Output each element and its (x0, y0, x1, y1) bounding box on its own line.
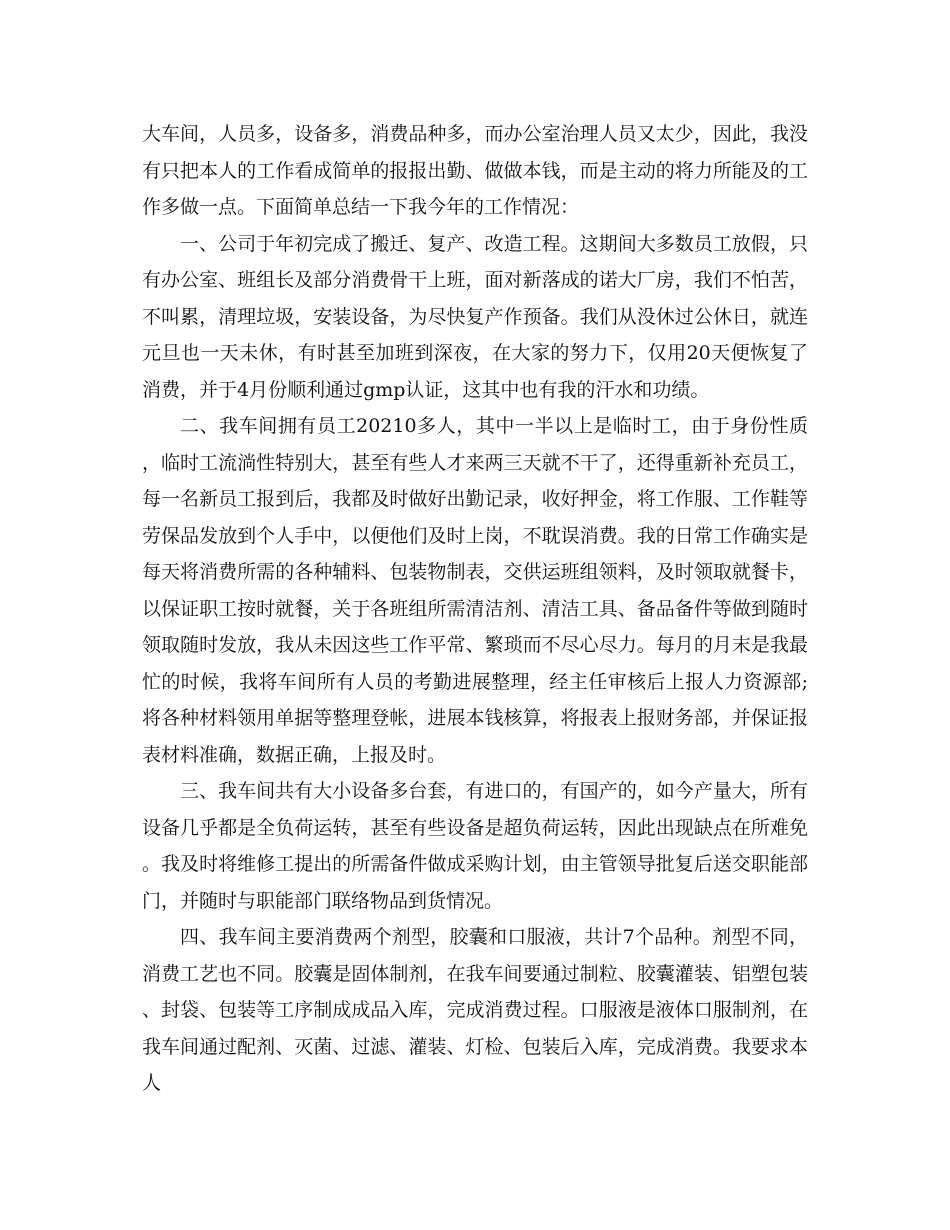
paragraph-item-4: 四、我车间主要消费两个剂型，胶囊和口服液，共计7个品种。剂型不同，消费工艺也不同。胶囊是固体制剂，在我车间要通过制粒、胶囊灌装、铝塑包装、封袋、包装等工序制成成品入库，完成消费过程。口服液是液体口服制剂，在我车间通过配剂、灭菌、过滤、灌装、灯检、包装后入库，完成消费。我要求本人 (142, 926, 808, 1094)
paragraph-item-2: 二、我车间拥有员工20210多人，其中一半以上是临时工，由于身份性质，临时工流淌性特别大，甚至有些人才来两三天就不干了，还得重新补充员工，每一名新员工报到后，我都及时做好出勤记录，收好押金，将工作服、工作鞋等劳保品发放到个人手中，以便他们及时上岗，不耽误消费。我的日常工作确实是每天将消费所需的各种辅料、包装物制表，交供运班组领料，及时领取就餐卡，以保证职工按时就餐，关于各班组所需清洁剂、清洁工具、备品备件等做到随时领取随时发放，我从未因这些工作平常、繁琐而不尽心尽力。每月的月末是我最忙的时候，我将车间所有人员的考勤进展整理，经主任审核后上报人力资源部;将各种材料领用单据等整理登帐，进展本钱核算，将报表上报财务部，并保证报表材料准确，数据正确，上报及时。 (142, 415, 808, 766)
paragraph-intro: 大车间，人员多，设备多，消费品种多，而办公室治理人员又太少，因此，我没有只把本人的工作看成简单的报报出勤、做做本钱，而是主动的将力所能及的工作多做一点。下面简单总结一下我今年的工作情况： (142, 123, 808, 218)
document-body (142, 116, 808, 1102)
paragraph-item-1: 一、公司于年初完成了搬迁、复产、改造工程。这期间大多数员工放假，只有办公室、班组长及部分消费骨干上班，面对新落成的诺大厂房，我们不怕苦，不叫累，清理垃圾，安装设备，为尽快复产作预备。我们从没休过公休日，就连元旦也一天未休，有时甚至加班到深夜，在大家的努力下，仅用20天便恢复了消费，并于4月份顺利通过gmp认证，这其中也有我的汗水和功绩。 (142, 232, 808, 401)
paragraph-item-3: 三、我车间共有大小设备多台套，有进口的，有国产的，如今产量大，所有设备几乎都是全负荷运转，甚至有些设备是超负荷运转，因此出现缺点在所难免。我及时将维修工提出的所需备件做成采购计划，由主管领导批复后送交职能部门，并随时与职能部门联络物品到货情况。 (142, 780, 808, 912)
